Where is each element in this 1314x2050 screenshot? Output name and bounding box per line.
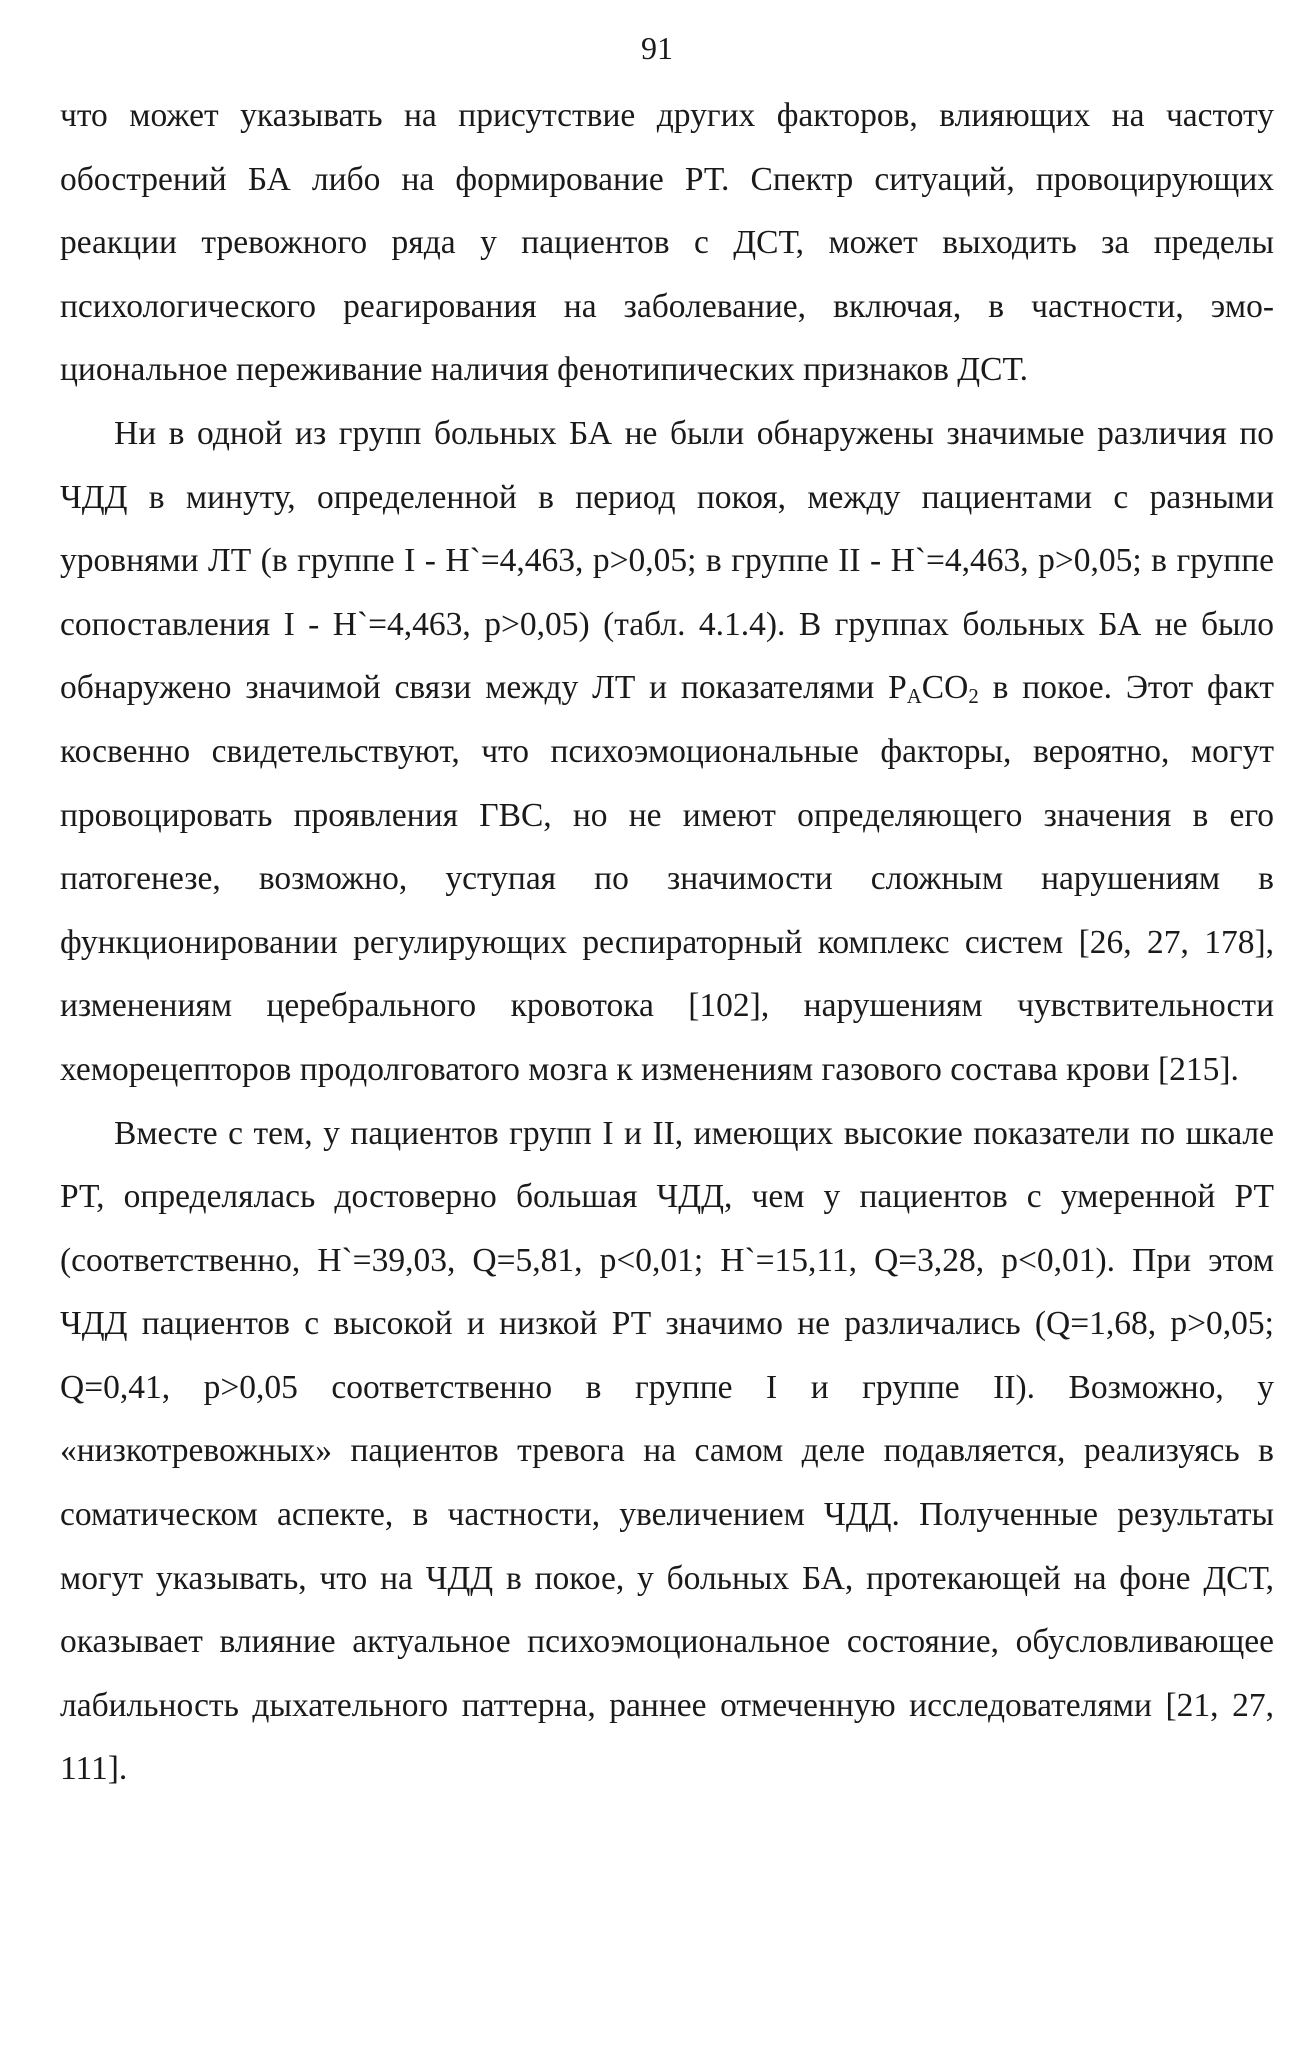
text-body: [60, 84, 1274, 1801]
formula-co: CO: [921, 669, 969, 707]
formula-paco2: [888, 669, 979, 709]
paragraph-2: [60, 402, 1274, 1102]
paragraph-1: что может указывать на присутствие других факторов, влияющих на частоту обострений БА либо на формирование РТ. Спектр ситуаций, провоцирующих реакции тревожного ряда у пациентов с ДСТ, может выходить за пределы психологического реагирования на заболевание, включая, в частности, эмоциональное переживание наличия фенотипических признаков ДСТ.: [60, 97, 1274, 389]
formula-p: P: [888, 669, 907, 707]
paragraph-3: Вместе с тем, у пациентов групп I и II, имеющих высокие показатели по шкале РТ, определялась достоверно большая ЧДД, чем у пациентов с умеренной РТ (соответственно, H`=39,03, Q=5,81, p<0,01; H`=15,11, Q=3,28, p<0,01). При этом ЧДД пациентов с высокой и низкой РТ значимо не различались (Q=1,68, p>0,05; Q=0,41, p>0,05 соответственно в группе I и группе II). Возможно, у «низкотревожных» пациентов тревога на самом деле подавляется, реализуясь в соматическом аспекте, в частности, увеличением ЧДД. Полученные результаты могут указывать, что на ЧДД в покое, у больных БА, протекающей на фоне ДСТ, оказывает влияние актуальное психоэмоциональное состояние, обусловливающее лабильность дыхательного паттерна, раннее отмеченную исследователями [21, 27, 111].: [60, 1114, 1274, 1788]
formula-subscript-a: A: [906, 685, 922, 709]
paragraph-2-text-before: Ни в одной из групп больных БА не были обнаружены значимые различия по ЧДД в минуту, определенной в период покоя, между пациентами с разными уровнями ЛТ (в группе I - H`=4,463, p>0,05; в группе II - H`=4,463, p>0,05; в группе сопоставления I - H`=4,463, p>0,05) (табл. 4.1.4). В группах больных БА не было обнаружено значимой связи между ЛТ и показателями: [60, 414, 1274, 707]
paragraph-2-text-after: в покое. Этот факт косвенно свидетельствуют, что психоэмоциональные факторы, вероятно, могут провоцировать проявления ГВС, но не имеют определяющего значения в его патогенезе, возможно, уступая по значимости сложным нарушениям в функционировании регулирующих респираторный комплекс систем [26, 27, 178], изменениям церебрального кровотока [102], нарушениям чувствительности хеморецепторов продолговатого мозга к изменениям газового состава крови [215].: [60, 669, 1275, 1088]
page-number: 91: [641, 30, 673, 66]
formula-subscript-2: 2: [968, 685, 979, 709]
